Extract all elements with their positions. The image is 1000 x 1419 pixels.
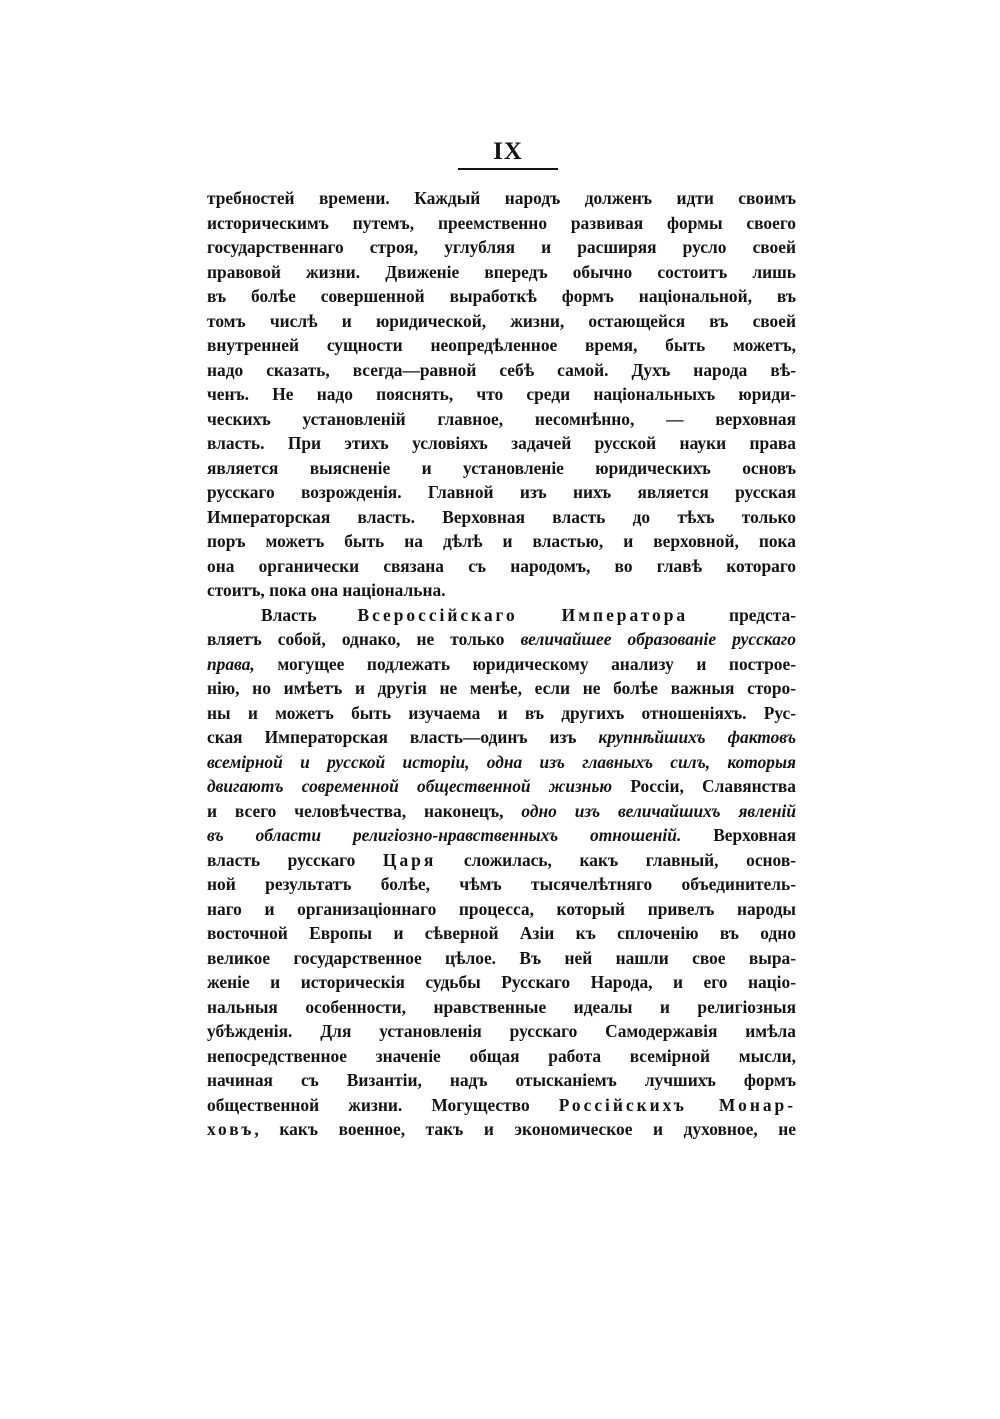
text-run: власть русскаго bbox=[207, 849, 383, 870]
spaced-emphasis: Всероссійскаго Императора bbox=[357, 604, 689, 625]
text-run: Верховная bbox=[681, 825, 796, 845]
paragraph-start-line bbox=[207, 603, 796, 628]
text-line: ченъ. Не надо пояснять, что среди національныхъ юриди- bbox=[207, 384, 796, 404]
text-line bbox=[207, 627, 796, 652]
text-run: , какъ военное, такъ и экономическое и духовное, не bbox=[254, 1119, 796, 1139]
text-line: великое государственное цѣлое. Въ ней нашли свое выра- bbox=[207, 947, 796, 968]
paragraph-end-line: стоитъ, пока она національна. bbox=[207, 580, 446, 600]
text-line: является выясненіе и установленіе юридическихъ основъ bbox=[207, 457, 796, 478]
italic-emphasis: права, bbox=[207, 653, 255, 674]
italic-line: всемірной и русской исторіи, одна изъ главныхъ силъ, которыя bbox=[207, 751, 796, 772]
text-line: правовой жизни. Движеніе впередъ обычно состоитъ лишь bbox=[207, 261, 796, 282]
text-line: ной результатъ болѣе, чѣмъ тысячелѣтняго объединитель- bbox=[207, 874, 796, 894]
text-run: предста- bbox=[688, 604, 796, 625]
italic-emphasis: одно изъ величайшихъ явленій bbox=[521, 800, 796, 821]
text-line bbox=[207, 848, 796, 873]
page-number: IX bbox=[493, 138, 523, 165]
italic-emphasis: въ области религіозно-нравственныхъ отношеній. bbox=[207, 825, 682, 845]
text-line: она органически связана съ народомъ, во главѣ котораго bbox=[207, 555, 796, 576]
text-line: внутренней сущности неопредѣленное время, быть можетъ, bbox=[207, 335, 796, 355]
italic-emphasis: двигаютъ современной общественной жизнью bbox=[207, 776, 613, 796]
text-line: ны и можетъ быть изучаема и въ другихъ отношеніяхъ. Рус- bbox=[207, 702, 796, 723]
text-line bbox=[207, 1093, 796, 1118]
text-run: Власть bbox=[261, 604, 358, 625]
italic-emphasis: величайшее образованіе русскаго bbox=[520, 629, 797, 649]
text-line bbox=[207, 799, 796, 824]
text-run: общественной жизни. Могущество bbox=[207, 1094, 559, 1115]
text-line: власть. При этихъ условіяхъ задачей русской науки права bbox=[207, 433, 796, 453]
text-run: ская Императорская власть—одинъ изъ bbox=[207, 727, 599, 747]
text-line: женіе и историческія судьбы Русскаго Народа, и его націо- bbox=[207, 972, 796, 992]
text-line: наго и организаціоннаго процесса, который привелъ народы bbox=[207, 898, 796, 919]
text-line: требностей времени. Каждый народъ долженъ идти своимъ bbox=[207, 188, 796, 208]
text-line: нію, но имѣетъ и другія не менѣе, если не болѣе важныя сторо- bbox=[207, 678, 796, 698]
text-line: Императорская власть. Верховная власть до тѣхъ только bbox=[207, 506, 796, 527]
page-header bbox=[458, 138, 558, 170]
text-run: и всего человѣчества, наконецъ, bbox=[207, 800, 522, 821]
text-line: начиная съ Византіи, надъ отысканіемъ лучшихъ формъ bbox=[207, 1070, 796, 1090]
spaced-emphasis: Царя bbox=[382, 849, 437, 870]
text-line bbox=[207, 823, 796, 848]
text-line bbox=[207, 725, 796, 750]
text-run: Россіи, Славянства bbox=[612, 776, 797, 796]
text-line: нальныя особенности, нравственные идеалы и религіозныя bbox=[207, 996, 796, 1017]
text-line: ческихъ установленій главное, несомнѣнно, — верховная bbox=[207, 408, 796, 429]
header-rule bbox=[458, 168, 558, 170]
text-line: въ болѣе совершенной выработкѣ формъ національной, въ bbox=[207, 286, 796, 306]
text-line bbox=[207, 652, 796, 677]
text-run: могущее подлежать юридическому анализу и построе- bbox=[254, 653, 796, 674]
text-line: томъ числѣ и юридической, жизни, остающейся въ своей bbox=[207, 310, 796, 331]
text-line bbox=[207, 1117, 796, 1142]
text-line: государственнаго строя, углубляя и расширяя русло своей bbox=[207, 237, 796, 257]
text-line: надо сказать, всегда—равной себѣ самой. Духъ народа вѣ- bbox=[207, 359, 796, 380]
text-line: поръ можетъ быть на дѣлѣ и властью, и верховной, пока bbox=[207, 531, 796, 551]
text-run: сложилась, какъ главный, основ- bbox=[436, 849, 796, 870]
spaced-emphasis: Россійскихъ Монар- bbox=[558, 1094, 796, 1115]
text-line: восточной Европы и сѣверной Азіи къ сплоченію въ одно bbox=[207, 923, 796, 943]
body-text bbox=[207, 186, 796, 1142]
text-run: вляетъ собой, однако, не только bbox=[207, 629, 521, 649]
text-line: историческимъ путемъ, преемственно развивая формы своего bbox=[207, 212, 796, 233]
spaced-emphasis: ховъ bbox=[207, 1119, 255, 1139]
text-line bbox=[207, 774, 796, 799]
text-line: русскаго возрожденія. Главной изъ нихъ является русская bbox=[207, 482, 796, 502]
italic-emphasis: крупнѣйшихъ фактовъ bbox=[598, 727, 797, 747]
text-line: убѣжденія. Для установленія русскаго Самодержавія имѣла bbox=[207, 1021, 796, 1041]
text-line: непосредственное значеніе общая работа всемірной мысли, bbox=[207, 1045, 796, 1066]
